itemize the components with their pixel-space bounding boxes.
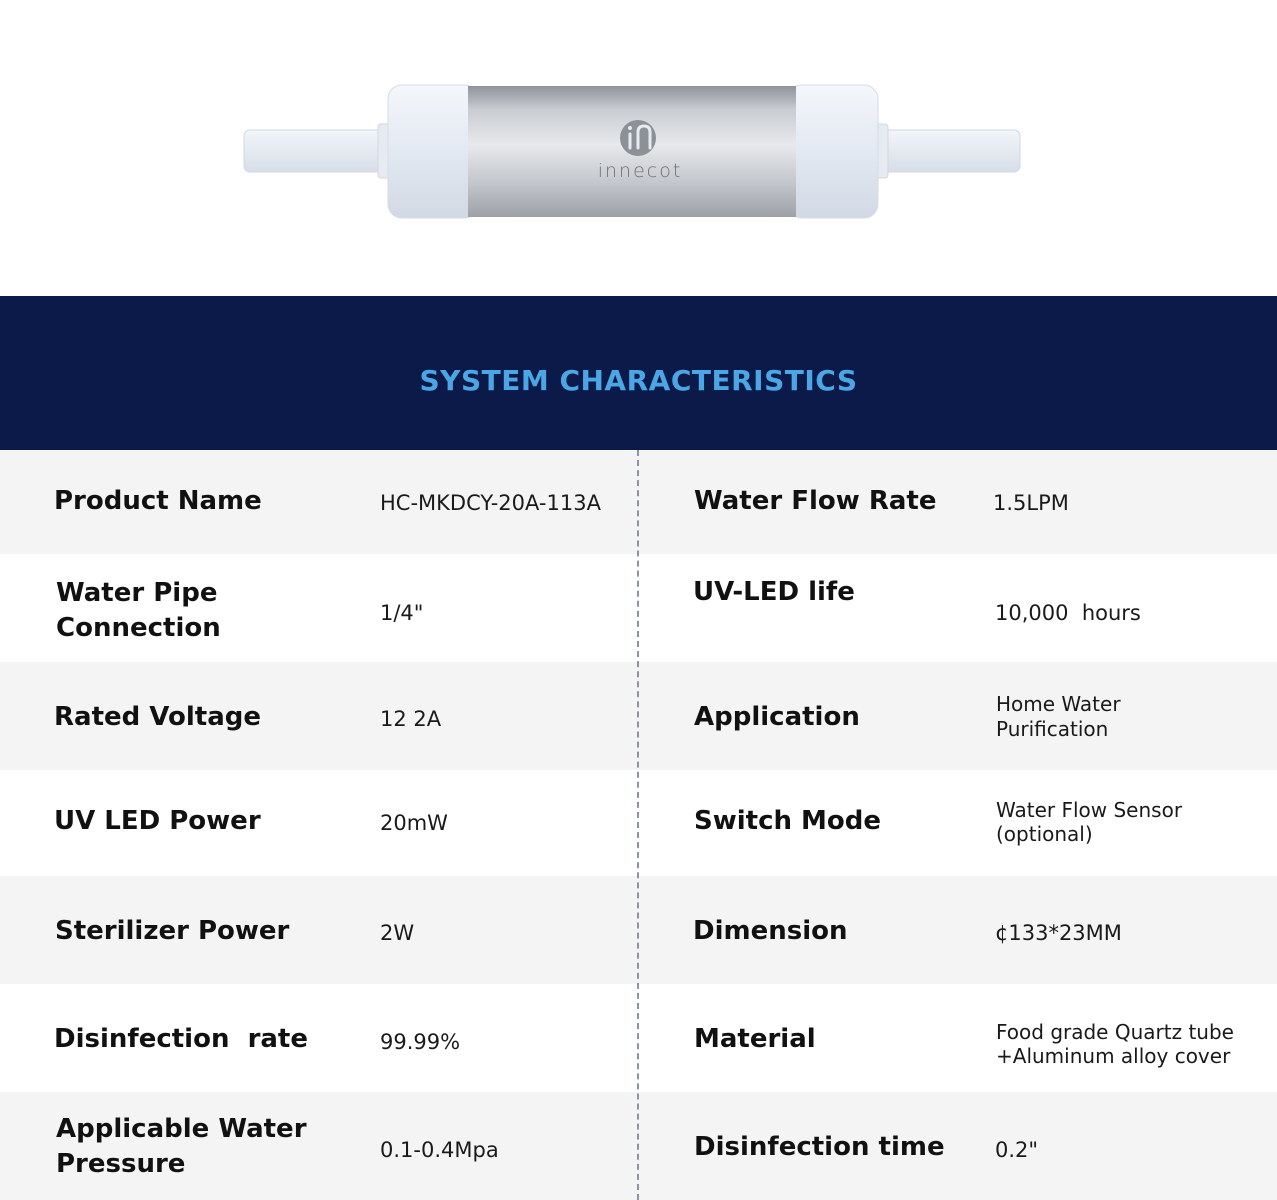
spec-value-product-name: HC-MKDCY-20A-113A (380, 491, 601, 515)
spec-value-switch-mode (996, 798, 1182, 846)
spec-label-line: Water Pipe (56, 578, 218, 608)
spec-label-uv-led-power: UV LED Power (54, 806, 261, 836)
spec-label-disinfection-time: Disinfection time (694, 1132, 945, 1162)
spec-label-line: Applicable Water (56, 1114, 307, 1144)
spec-value-line: (optional) (996, 822, 1093, 846)
spec-label-water-pipe-connection (56, 576, 221, 646)
right-pipe (874, 124, 1020, 178)
product-hero (0, 0, 1277, 296)
left-pipe (244, 124, 392, 178)
spec-value-material (996, 1020, 1234, 1068)
section-title: SYSTEM CHARACTERISTICS (419, 363, 858, 397)
spec-value-disinfection-rate: 99.99% (380, 1030, 461, 1054)
spec-value-line: Food grade Quartz tube (996, 1020, 1234, 1044)
spec-label-switch-mode: Switch Mode (694, 806, 882, 836)
spec-value-line: Home Water (996, 692, 1121, 716)
spec-value-rated-voltage: 12 2A (380, 707, 442, 731)
spec-value-dimension: ¢133*23MM (995, 921, 1122, 945)
spec-label-uv-led-life: UV-LED life (693, 577, 855, 607)
section-banner (0, 296, 1277, 450)
right-end-cap (788, 85, 878, 218)
spec-value-uv-led-power: 20mW (380, 811, 448, 835)
spec-label-applicable-water-pressure (56, 1112, 307, 1182)
spec-label-material: Material (694, 1024, 816, 1054)
spec-value-application (996, 692, 1121, 742)
spec-value-applicable-water-pressure: 0.1-0.4Mpa (380, 1138, 499, 1162)
spec-label-product-name: Product Name (54, 486, 262, 516)
spec-label-line: Connection (56, 613, 221, 643)
spec-label-dimension: Dimension (693, 916, 848, 946)
innecot-logo-icon (620, 120, 656, 156)
spec-label-disinfection-rate: Disinfection rate (54, 1024, 308, 1054)
spec-value-disinfection-time: 0.2" (995, 1138, 1039, 1162)
spec-value-line: Water Flow Sensor (996, 798, 1183, 822)
left-end-cap (388, 85, 478, 218)
spec-value-sterilizer-power: 2W (380, 921, 415, 945)
spec-label-sterilizer-power: Sterilizer Power (55, 916, 290, 946)
spec-label-application: Application (694, 702, 860, 732)
uv-sterilizer-product-image (0, 0, 1277, 296)
spec-value-uv-led-life: 10,000 hours (995, 601, 1141, 625)
product-brand-wordmark: innecot (597, 160, 683, 182)
spec-value-line: Purification (996, 717, 1109, 741)
spec-value-water-flow-rate: 1.5LPM (993, 491, 1069, 515)
spec-label-line: Pressure (56, 1149, 186, 1179)
spec-value-water-pipe-connection: 1/4" (380, 601, 424, 625)
spec-label-water-flow-rate: Water Flow Rate (694, 486, 937, 516)
spec-label-rated-voltage: Rated Voltage (54, 702, 261, 732)
column-divider (637, 450, 639, 1200)
spec-value-line: +Aluminum alloy cover (996, 1044, 1231, 1068)
